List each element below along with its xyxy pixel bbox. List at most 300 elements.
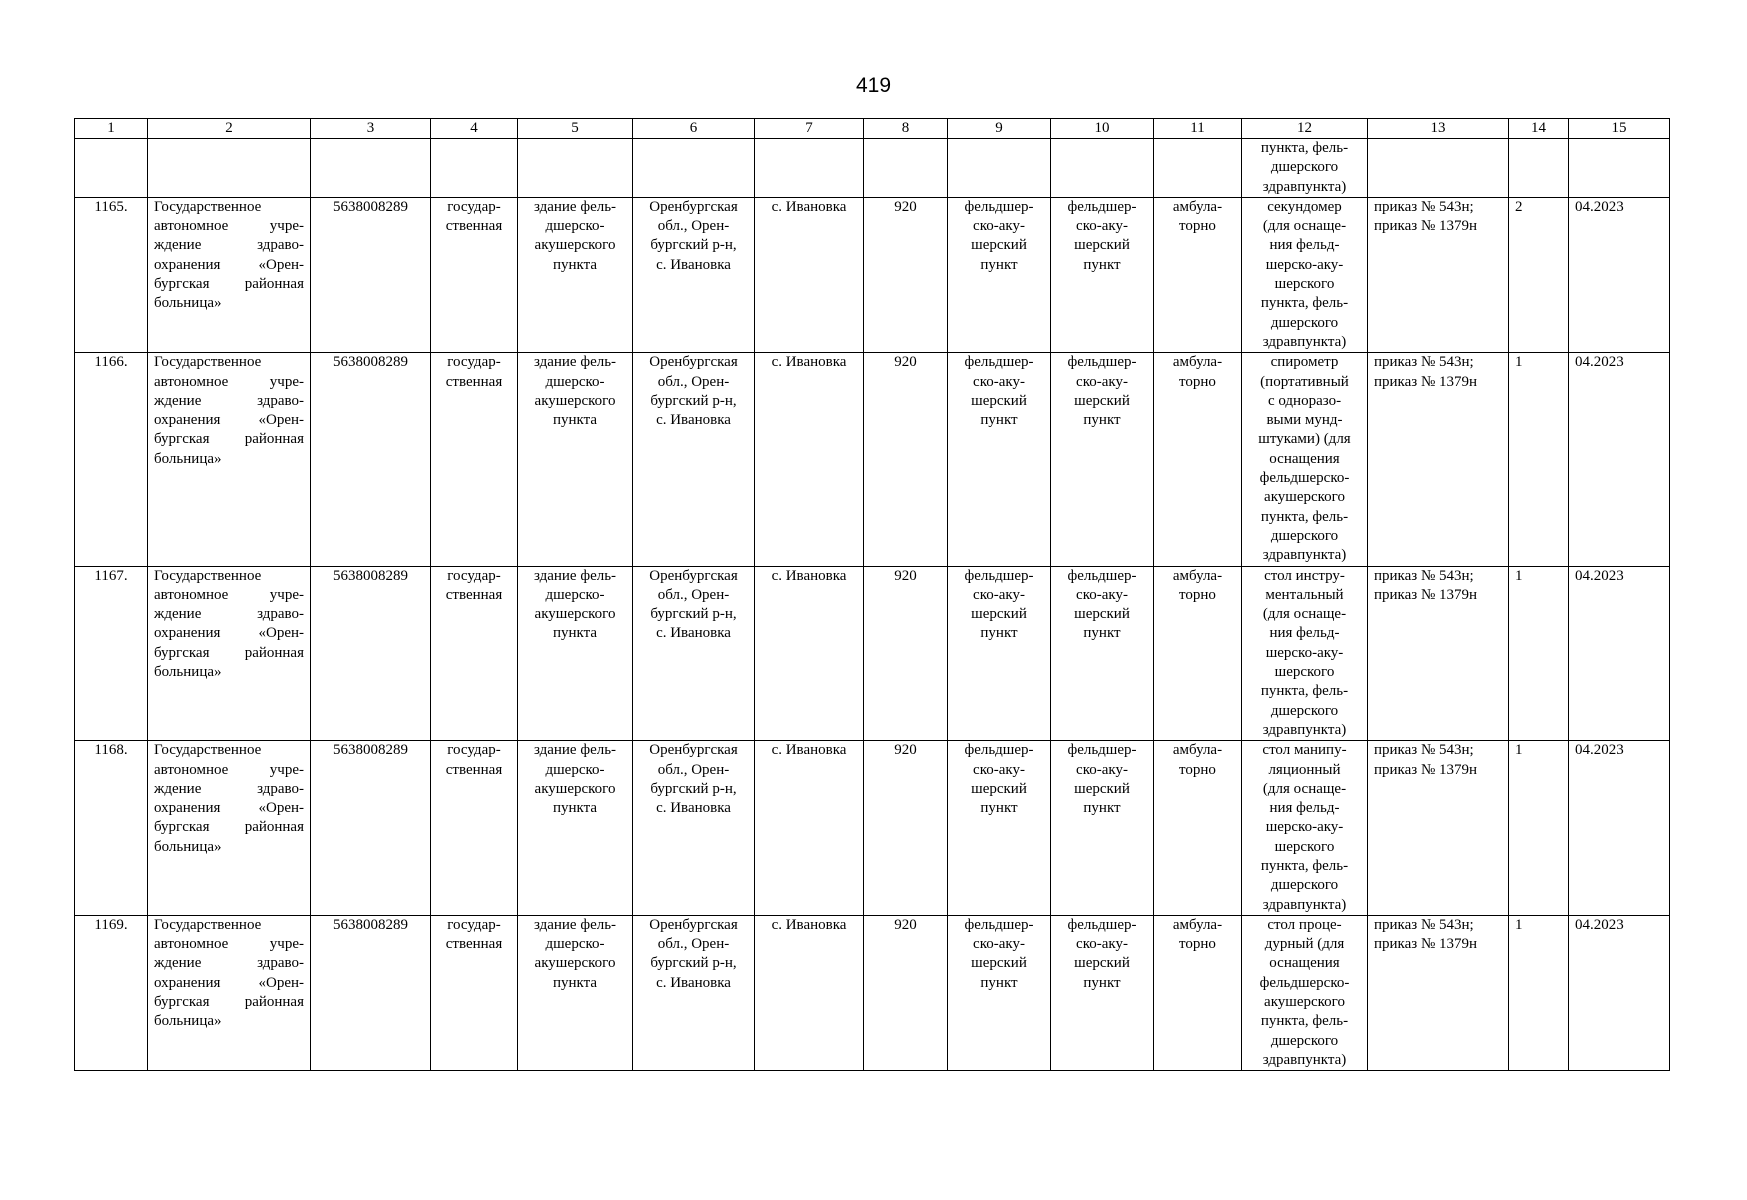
cell-line: шерский — [971, 780, 1027, 797]
cell-line: акушерского — [1264, 994, 1345, 1011]
empty-cell — [755, 139, 864, 198]
cell-line: ско-аку- — [1076, 373, 1128, 390]
cell-line: шерско-аку- — [1265, 644, 1344, 661]
empty-cell — [1368, 139, 1509, 198]
cell-line: ждение здраво- — [154, 780, 304, 797]
cell-line: шерский — [971, 237, 1027, 254]
cell-line: дшерского — [1270, 527, 1339, 544]
date-cell: 04.2023 — [1569, 353, 1670, 566]
cell-line: пункт — [980, 256, 1018, 273]
cell-line: больница» — [154, 1013, 222, 1030]
quantity-cell: 1 — [1509, 566, 1569, 741]
cell-line: ско-аку- — [973, 586, 1025, 603]
cell-line: спирометр — [1270, 354, 1339, 371]
cell-line: здание фель- — [533, 198, 617, 215]
care-form-cell — [1154, 197, 1242, 352]
cell-line: автономное учре- — [154, 373, 304, 390]
cell-line: охранения «Орен- — [154, 412, 304, 429]
cell-line: приказ № 1379н — [1374, 586, 1478, 603]
cell-line: ждение здраво- — [154, 955, 304, 972]
cell-line: ственная — [445, 761, 503, 778]
cell-line: приказ № 543н; — [1374, 567, 1474, 584]
cell-line: ско-аку- — [973, 218, 1025, 235]
organization-cell — [148, 566, 311, 741]
quantity-cell: 1 — [1509, 915, 1569, 1070]
ownership-cell — [431, 197, 518, 352]
ownership-cell — [431, 915, 518, 1070]
cell-line: бургский р-н, — [650, 780, 737, 797]
address-cell — [633, 353, 755, 566]
facility-type-cell — [948, 915, 1051, 1070]
empty-cell — [148, 139, 311, 198]
column-number: 15 — [1569, 119, 1670, 139]
cell-line: государ- — [447, 567, 501, 584]
cell-line: пункта — [552, 800, 598, 817]
object-cell — [518, 741, 633, 916]
cell-line: бургская районная — [154, 819, 304, 836]
empty-cell — [75, 139, 148, 198]
cell-line: бургский р-н, — [650, 606, 737, 623]
column-number: 10 — [1051, 119, 1154, 139]
cell-line: здравпункта) — [1262, 547, 1347, 564]
equipment-cell — [1242, 139, 1368, 198]
cell-line: охранения «Орен- — [154, 256, 304, 273]
quantity-cell: 1 — [1509, 353, 1569, 566]
table-row — [75, 741, 1670, 916]
organization-cell — [148, 915, 311, 1070]
address-cell — [633, 566, 755, 741]
cell-line: больница» — [154, 664, 222, 681]
cell-line: бургский р-н, — [650, 955, 737, 972]
care-form-cell — [1154, 741, 1242, 916]
column-number: 2 — [148, 119, 311, 139]
cell-line: приказ № 543н; — [1374, 198, 1474, 215]
cell-line: ско-аку- — [973, 373, 1025, 390]
cell-line: Государственное — [154, 916, 262, 933]
cell-line: дшерского — [1270, 1032, 1339, 1049]
cell-line: дурный (для — [1264, 936, 1345, 953]
cell-line: ственная — [445, 586, 503, 603]
cell-line: пункта — [552, 256, 598, 273]
cell-line: бургская районная — [154, 994, 304, 1011]
cell-line: обл., Орен- — [657, 761, 730, 778]
equipment-cell — [1242, 915, 1368, 1070]
row-number-cell: 1167. — [75, 566, 148, 741]
cell-line: ния фельд- — [1269, 800, 1340, 817]
table-row — [75, 915, 1670, 1070]
cell-line: приказ № 1379н — [1374, 761, 1478, 778]
cell-line: фельдшер- — [1067, 742, 1137, 759]
cell-line: автономное учре- — [154, 218, 304, 235]
organization-cell — [148, 353, 311, 566]
object-cell — [518, 353, 633, 566]
cell-line: бургская районная — [154, 431, 304, 448]
cell-line: Государственное — [154, 354, 262, 371]
facility-type-cell — [948, 741, 1051, 916]
row-number-cell: 1166. — [75, 353, 148, 566]
cell-line: акушерского — [534, 606, 616, 623]
cell-line: фельдшер- — [1067, 354, 1137, 371]
cell-line: шерский — [1074, 955, 1130, 972]
date-cell: 04.2023 — [1569, 197, 1670, 352]
cell-line: здравпункта) — [1262, 178, 1347, 195]
cell-line: пункт — [1083, 974, 1121, 991]
basis-cell — [1368, 197, 1509, 352]
cell-line: охранения «Орен- — [154, 974, 304, 991]
column-number: 7 — [755, 119, 864, 139]
address-cell — [633, 915, 755, 1070]
code-cell: 920 — [864, 197, 948, 352]
cell-line: здание фель- — [533, 916, 617, 933]
column-number: 9 — [948, 119, 1051, 139]
cell-line: здравпункта) — [1262, 721, 1347, 738]
column-number: 12 — [1242, 119, 1368, 139]
locality-cell: с. Ивановка — [755, 566, 864, 741]
inn-cell: 5638008289 — [311, 915, 431, 1070]
register-table — [74, 118, 1670, 1071]
cell-line: фельдшер- — [964, 742, 1034, 759]
cell-line: торно — [1179, 936, 1216, 953]
cell-line: охранения «Орен- — [154, 800, 304, 817]
cell-line: Государственное — [154, 198, 262, 215]
cell-line: фельдшер- — [964, 354, 1034, 371]
cell-line: Оренбургская — [649, 916, 738, 933]
cell-line: стол инстру- — [1264, 567, 1345, 584]
quantity-cell: 1 — [1509, 741, 1569, 916]
cell-line: (для оснаще- — [1262, 218, 1347, 235]
cell-line: здание фель- — [533, 742, 617, 759]
cell-line: фельдшер- — [964, 916, 1034, 933]
cell-line: ско-аку- — [1076, 761, 1128, 778]
quantity-cell: 2 — [1509, 197, 1569, 352]
care-form-cell — [1154, 915, 1242, 1070]
cell-line: шерско-аку- — [1265, 256, 1344, 273]
cell-line: ляционный — [1268, 761, 1341, 778]
column-number: 11 — [1154, 119, 1242, 139]
cell-line: государ- — [447, 198, 501, 215]
cell-line: бургский р-н, — [650, 392, 737, 409]
cell-line: Оренбургская — [649, 742, 738, 759]
care-form-cell — [1154, 353, 1242, 566]
date-cell: 04.2023 — [1569, 915, 1670, 1070]
cell-line: Оренбургская — [649, 354, 738, 371]
cell-line: государ- — [447, 354, 501, 371]
cell-line: пункт — [1083, 800, 1121, 817]
cell-line: здравпункта) — [1262, 1051, 1347, 1068]
cell-line: Оренбургская — [649, 198, 738, 215]
empty-cell — [1509, 139, 1569, 198]
equipment-cell — [1242, 566, 1368, 741]
cell-line: стол проце- — [1267, 916, 1342, 933]
locality-cell: с. Ивановка — [755, 353, 864, 566]
empty-cell — [1051, 139, 1154, 198]
column-number: 4 — [431, 119, 518, 139]
row-number-cell: 1168. — [75, 741, 148, 916]
cell-line: дшерско- — [545, 218, 605, 235]
cell-line: государ- — [447, 916, 501, 933]
cell-line: дшерского — [1270, 702, 1339, 719]
cell-line: шерский — [971, 392, 1027, 409]
cell-line: охранения «Орен- — [154, 625, 304, 642]
organization-cell — [148, 197, 311, 352]
cell-line: пункт — [1083, 412, 1121, 429]
basis-cell — [1368, 353, 1509, 566]
cell-line: обл., Орен- — [657, 586, 730, 603]
cell-line: с. Ивановка — [656, 412, 731, 429]
row-number-cell: 1169. — [75, 915, 148, 1070]
page-number: 419 — [855, 74, 892, 97]
table-row — [75, 353, 1670, 566]
cell-line: амбула- — [1172, 354, 1223, 371]
empty-cell — [1569, 139, 1670, 198]
cell-line: акушерского — [1264, 489, 1345, 506]
empty-cell — [431, 139, 518, 198]
cell-line: больница» — [154, 838, 222, 855]
cell-line: дшерско- — [545, 936, 605, 953]
cell-line: шерского — [1274, 276, 1335, 293]
care-form-cell — [1154, 566, 1242, 741]
cell-line: акушерского — [534, 955, 616, 972]
cell-line: с. Ивановка — [656, 256, 731, 273]
table-row — [75, 566, 1670, 741]
cell-line: здравпункта) — [1262, 896, 1347, 913]
cell-line: ждение здраво- — [154, 606, 304, 623]
cell-line: шерский — [971, 955, 1027, 972]
cell-line: пункт — [980, 412, 1018, 429]
cell-line: с. Ивановка — [656, 625, 731, 642]
subdivision-cell — [1051, 353, 1154, 566]
cell-line: дшерского — [1270, 314, 1339, 331]
cell-line: ско-аку- — [973, 936, 1025, 953]
cell-line: ственная — [445, 936, 503, 953]
cell-line: оснащения — [1269, 955, 1340, 972]
equipment-cell — [1242, 741, 1368, 916]
cell-line: ско-аку- — [1076, 586, 1128, 603]
cell-line: дшерско- — [545, 586, 605, 603]
cell-line: пункт — [1083, 625, 1121, 642]
cell-line: автономное учре- — [154, 761, 304, 778]
empty-cell — [518, 139, 633, 198]
cell-line: приказ № 543н; — [1374, 354, 1474, 371]
facility-type-cell — [948, 197, 1051, 352]
empty-cell — [864, 139, 948, 198]
cell-line: секундомер — [1267, 198, 1342, 215]
cell-line: акушерского — [534, 237, 616, 254]
subdivision-cell — [1051, 197, 1154, 352]
cell-line: оснащения — [1269, 450, 1340, 467]
cell-line: пункт — [980, 800, 1018, 817]
inn-cell: 5638008289 — [311, 741, 431, 916]
subdivision-cell — [1051, 566, 1154, 741]
cell-line: с. Ивановка — [656, 800, 731, 817]
subdivision-cell — [1051, 741, 1154, 916]
cell-line: с. Ивановка — [656, 974, 731, 991]
address-cell — [633, 741, 755, 916]
column-number: 6 — [633, 119, 755, 139]
cell-line: фельдшер- — [964, 567, 1034, 584]
basis-cell — [1368, 741, 1509, 916]
object-cell — [518, 197, 633, 352]
cell-line: дшерского — [1270, 877, 1339, 894]
basis-cell — [1368, 915, 1509, 1070]
cell-line: фельдшер- — [964, 198, 1034, 215]
cell-line: акушерского — [534, 780, 616, 797]
cell-line: пункта — [552, 412, 598, 429]
cell-line: (портативный — [1260, 373, 1349, 390]
basis-cell — [1368, 566, 1509, 741]
cell-line: амбула- — [1172, 916, 1223, 933]
cell-line: здравпункта) — [1262, 333, 1347, 350]
cell-line: амбула- — [1172, 742, 1223, 759]
cell-line: шерский — [1074, 780, 1130, 797]
cell-line: фельдшер- — [1067, 916, 1137, 933]
empty-cell — [311, 139, 431, 198]
cell-line: ждение здраво- — [154, 392, 304, 409]
cell-line: пункта, фель- — [1260, 1013, 1349, 1030]
object-cell — [518, 566, 633, 741]
column-number-row — [75, 119, 1670, 139]
code-cell: 920 — [864, 566, 948, 741]
cell-line: с одноразо- — [1267, 392, 1342, 409]
cell-line: торно — [1179, 761, 1216, 778]
cell-line: приказ № 1379н — [1374, 936, 1478, 953]
table-row — [75, 197, 1670, 352]
code-cell: 920 — [864, 353, 948, 566]
cell-line: торно — [1179, 218, 1216, 235]
cell-line: дшерско- — [545, 373, 605, 390]
cell-line: стол манипу- — [1262, 742, 1347, 759]
date-cell: 04.2023 — [1569, 741, 1670, 916]
cell-line: фельдшерско- — [1259, 470, 1350, 487]
column-number: 5 — [518, 119, 633, 139]
inn-cell: 5638008289 — [311, 353, 431, 566]
cell-line: дшерского — [1270, 159, 1339, 176]
cell-line: торно — [1179, 373, 1216, 390]
organization-cell — [148, 741, 311, 916]
cell-line: амбула- — [1172, 198, 1223, 215]
cell-line: пункта — [552, 625, 598, 642]
cell-line: пункт — [980, 974, 1018, 991]
inn-cell: 5638008289 — [311, 197, 431, 352]
cell-line: акушерского — [534, 392, 616, 409]
cell-line: штуками) (для — [1258, 431, 1351, 448]
cell-line: пункта, фель- — [1260, 508, 1349, 525]
cell-line: пункта, фель- — [1260, 295, 1349, 312]
cell-line: Оренбургская — [649, 567, 738, 584]
cell-line: обл., Орен- — [657, 218, 730, 235]
empty-cell — [633, 139, 755, 198]
cell-line: шерского — [1274, 838, 1335, 855]
cell-line: шерско-аку- — [1265, 819, 1344, 836]
cell-line: выми мунд- — [1266, 412, 1343, 429]
cell-line: (для оснаще- — [1262, 780, 1347, 797]
ownership-cell — [431, 566, 518, 741]
cell-line: бургская районная — [154, 276, 304, 293]
cell-line: автономное учре- — [154, 586, 304, 603]
locality-cell: с. Ивановка — [755, 741, 864, 916]
facility-type-cell — [948, 353, 1051, 566]
code-cell: 920 — [864, 741, 948, 916]
cell-line: приказ № 1379н — [1374, 218, 1478, 235]
cell-line: Государственное — [154, 567, 262, 584]
address-cell — [633, 197, 755, 352]
equipment-cell — [1242, 197, 1368, 352]
cell-line: пункта, фель- — [1260, 857, 1349, 874]
cell-line: больница» — [154, 450, 222, 467]
cell-line: здание фель- — [533, 354, 617, 371]
cell-line: приказ № 1379н — [1374, 373, 1478, 390]
cell-line: Государственное — [154, 742, 262, 759]
continuation-row — [75, 139, 1670, 198]
date-cell: 04.2023 — [1569, 566, 1670, 741]
equipment-cell — [1242, 353, 1368, 566]
column-number: 13 — [1368, 119, 1509, 139]
cell-line: ждение здраво- — [154, 237, 304, 254]
column-number: 3 — [311, 119, 431, 139]
ownership-cell — [431, 353, 518, 566]
ownership-cell — [431, 741, 518, 916]
cell-line: (для оснаще- — [1262, 606, 1347, 623]
cell-line: фельдшерско- — [1259, 974, 1350, 991]
cell-line: ско-аку- — [1076, 936, 1128, 953]
cell-line: шерский — [971, 606, 1027, 623]
code-cell: 920 — [864, 915, 948, 1070]
cell-line: ния фельд- — [1269, 237, 1340, 254]
empty-cell — [1154, 139, 1242, 198]
cell-line: ния фельд- — [1269, 625, 1340, 642]
cell-line: обл., Орен- — [657, 936, 730, 953]
cell-line: обл., Орен- — [657, 373, 730, 390]
cell-line: автономное учре- — [154, 936, 304, 953]
cell-line: шерский — [1074, 392, 1130, 409]
cell-line: ско-аку- — [973, 761, 1025, 778]
column-number: 1 — [75, 119, 148, 139]
object-cell — [518, 915, 633, 1070]
empty-cell — [948, 139, 1051, 198]
cell-line: больница» — [154, 295, 222, 312]
cell-line: государ- — [447, 742, 501, 759]
cell-line: приказ № 543н; — [1374, 916, 1474, 933]
cell-line: здание фель- — [533, 567, 617, 584]
cell-line: бургский р-н, — [650, 237, 737, 254]
cell-line: фельдшер- — [1067, 567, 1137, 584]
cell-line: шерский — [1074, 606, 1130, 623]
locality-cell: с. Ивановка — [755, 197, 864, 352]
cell-line: пункта, фель- — [1260, 140, 1349, 156]
cell-line: шерский — [1074, 237, 1130, 254]
inn-cell: 5638008289 — [311, 566, 431, 741]
cell-line: пункт — [980, 625, 1018, 642]
cell-line: ственная — [445, 218, 503, 235]
cell-line: ментальный — [1265, 586, 1344, 603]
cell-line: бургская районная — [154, 644, 304, 661]
cell-line: ственная — [445, 373, 503, 390]
column-number: 8 — [864, 119, 948, 139]
cell-line: пункта — [552, 974, 598, 991]
locality-cell: с. Ивановка — [755, 915, 864, 1070]
cell-line: шерского — [1274, 664, 1335, 681]
cell-line: фельдшер- — [1067, 198, 1137, 215]
row-number-cell: 1165. — [75, 197, 148, 352]
column-number: 14 — [1509, 119, 1569, 139]
cell-line: торно — [1179, 586, 1216, 603]
cell-line: дшерско- — [545, 761, 605, 778]
cell-line: пункт — [1083, 256, 1121, 273]
cell-line: ско-аку- — [1076, 218, 1128, 235]
cell-line: приказ № 543н; — [1374, 742, 1474, 759]
facility-type-cell — [948, 566, 1051, 741]
cell-line: амбула- — [1172, 567, 1223, 584]
